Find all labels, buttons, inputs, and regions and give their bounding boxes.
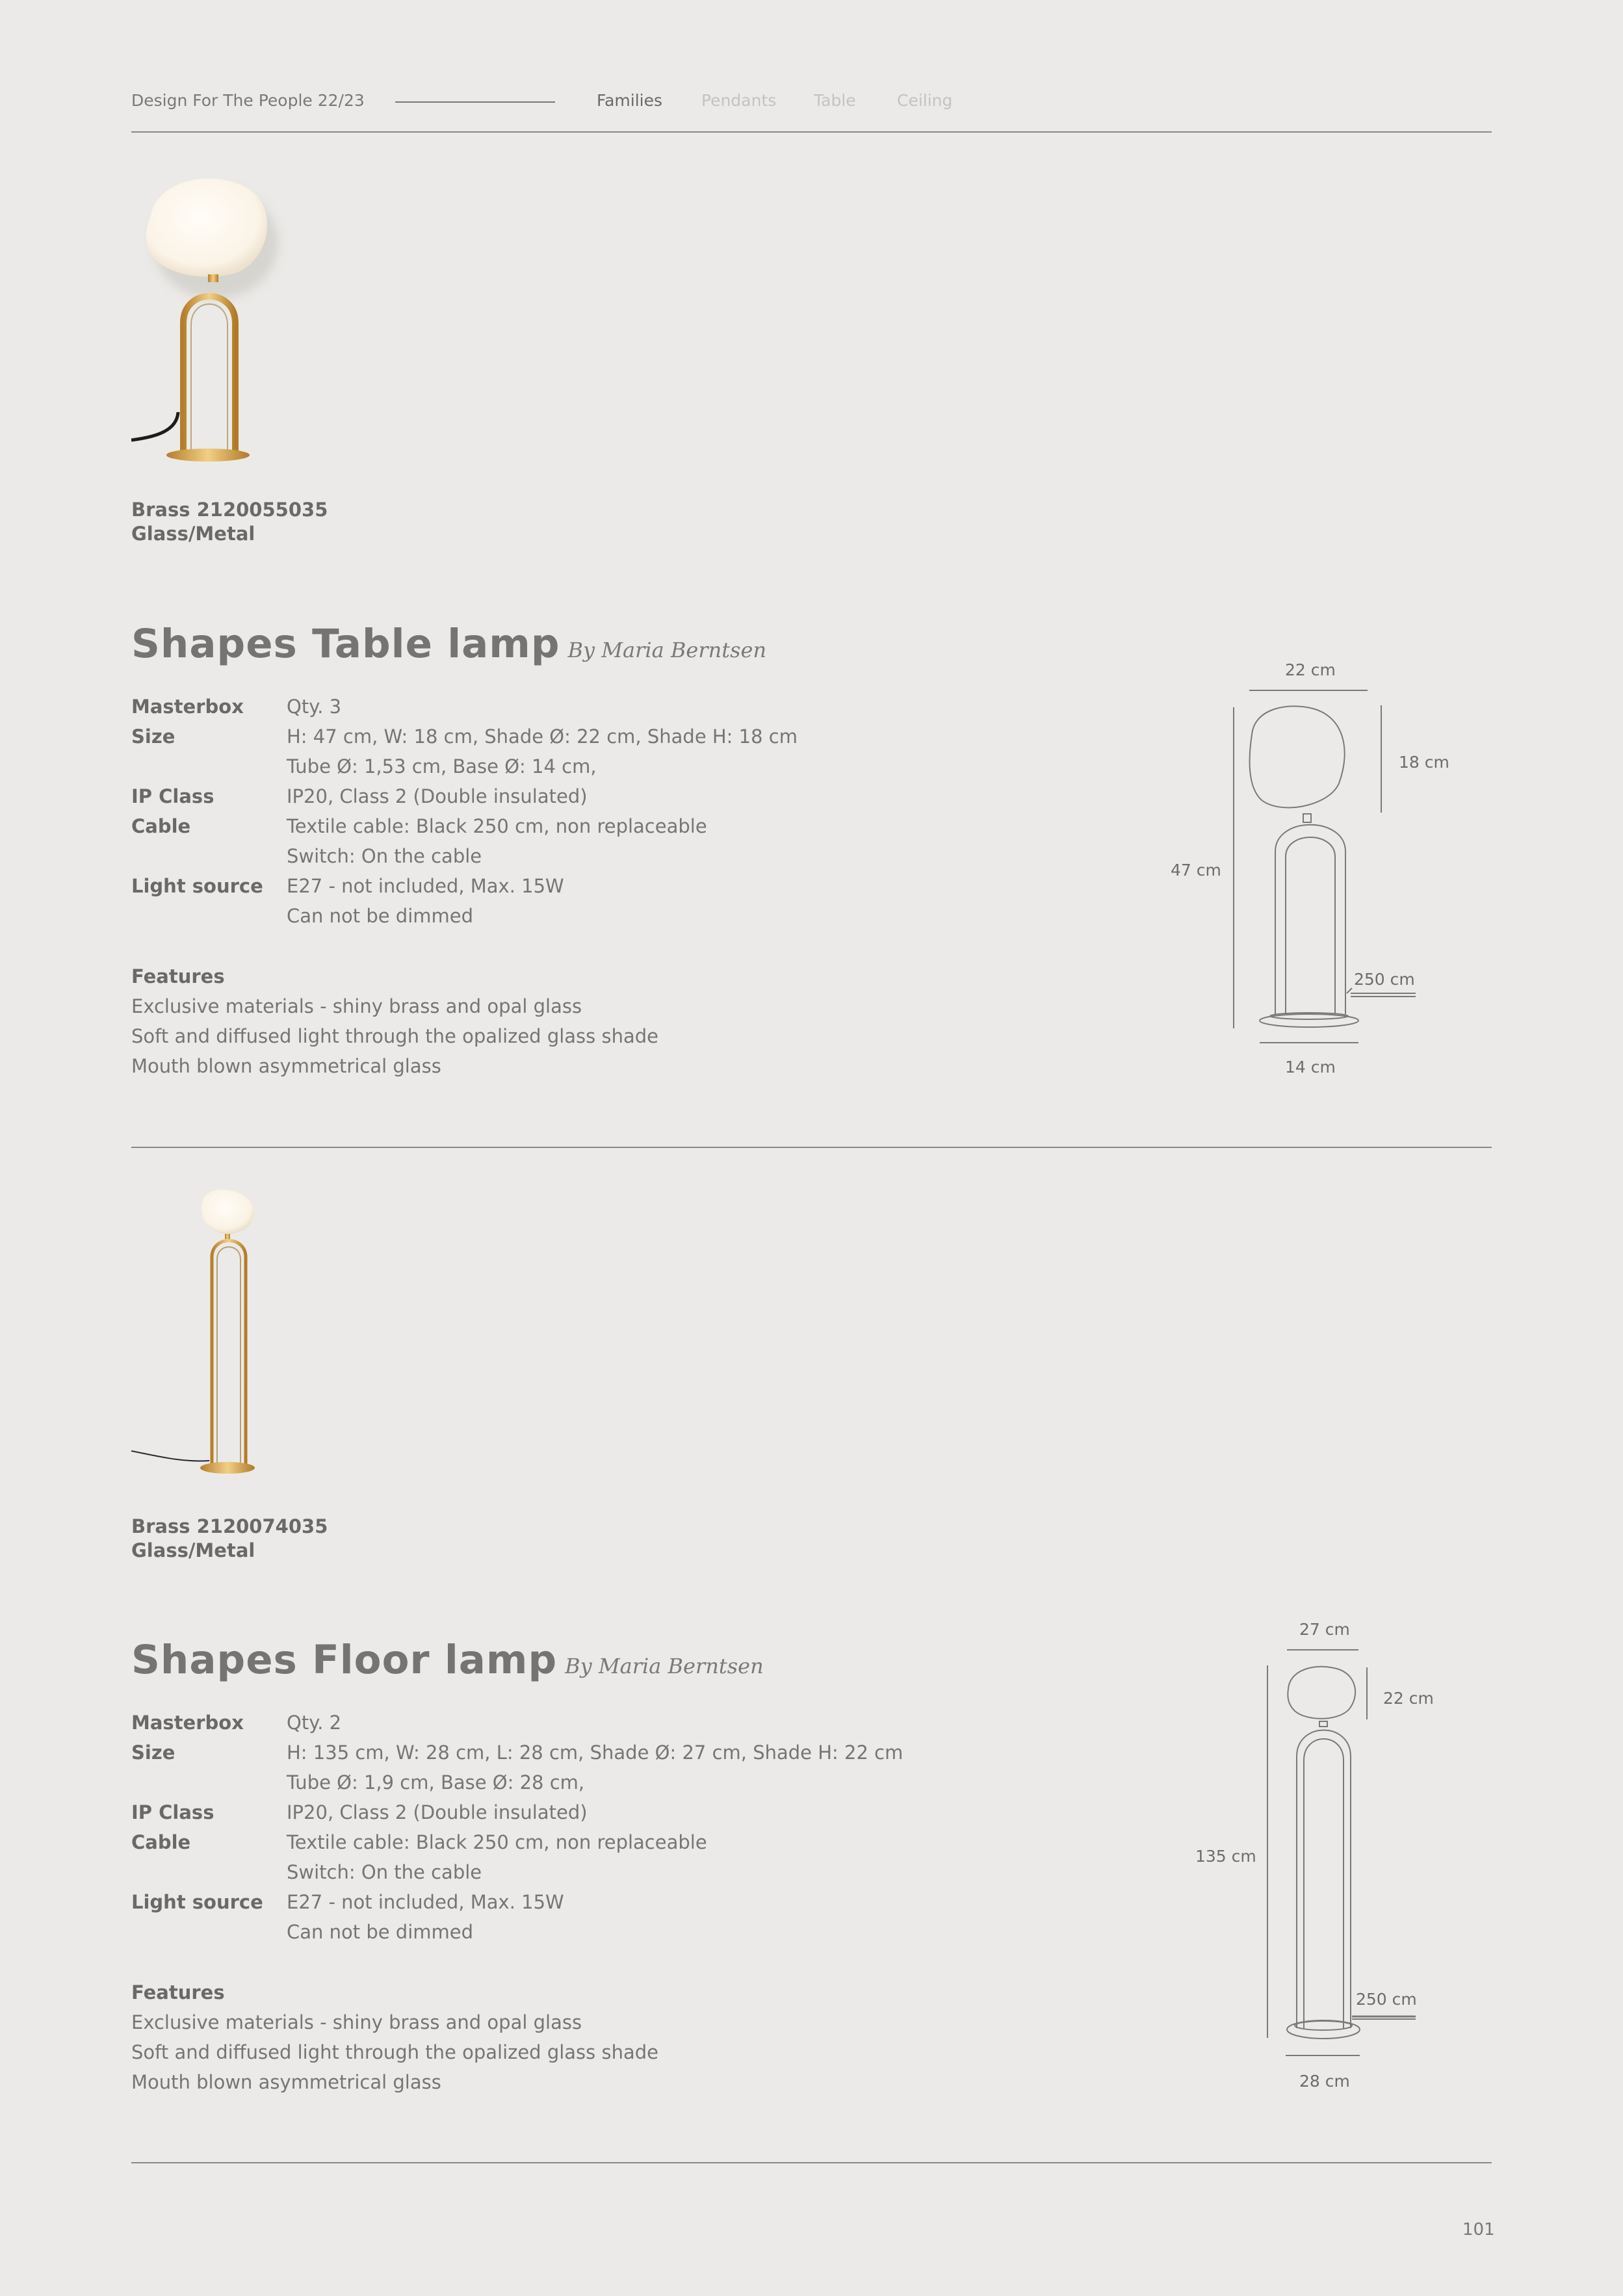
dim-base-diameter: 28 cm	[1299, 2072, 1350, 2091]
spec-row: Light source E27 - not included, Max. 15W	[131, 1891, 564, 1913]
spec-row: Size H: 135 cm, W: 28 cm, L: 28 cm, Shade Ø: 27 cm, Shade H: 22 cm	[131, 1742, 903, 1764]
floor-lamp-photo	[131, 1184, 287, 1477]
spec-row: Masterbox Qty. 2	[131, 1712, 342, 1734]
feature-item: Mouth blown asymmetrical glass	[131, 1055, 441, 1077]
product-title	[131, 1637, 764, 1683]
product-title	[131, 621, 766, 667]
features-list	[131, 961, 658, 1081]
nav-families[interactable]: Families	[597, 91, 663, 110]
header-rule	[131, 131, 1492, 133]
designer-name: By Maria Berntsen	[567, 638, 767, 662]
page-number: 101	[1462, 2220, 1495, 2239]
spec-row: Switch: On the cable	[287, 1861, 482, 1883]
dim-shade-diameter: 22 cm	[1285, 660, 1336, 679]
product-name: Shapes Table lamp	[131, 621, 560, 667]
features-list	[131, 1977, 658, 2097]
feature-item: Soft and diffused light through the opalized glass shade	[131, 1025, 658, 1047]
dim-shade-height: 18 cm	[1399, 753, 1449, 772]
dim-shade-diameter: 27 cm	[1299, 1620, 1350, 1639]
product-caption	[131, 1515, 328, 1563]
spec-row: IP Class IP20, Class 2 (Double insulated)	[131, 785, 588, 807]
feature-item: Mouth blown asymmetrical glass	[131, 2071, 441, 2093]
dim-total-height: 135 cm	[1195, 1847, 1256, 1866]
footer-rule	[131, 2162, 1492, 2163]
spec-row: Size H: 47 cm, W: 18 cm, Shade Ø: 22 cm, Shade H: 18 cm	[131, 725, 798, 748]
dim-total-height: 47 cm	[1171, 861, 1221, 880]
section-rule	[131, 1147, 1492, 1148]
feature-item: Exclusive materials - shiny brass and opal glass	[131, 2011, 582, 2033]
spec-row: Cable Textile cable: Black 250 cm, non replaceable	[131, 1831, 707, 1853]
product-sku: Brass 2120074035	[131, 1515, 328, 1537]
spec-row: Tube Ø: 1,53 cm, Base Ø: 14 cm,	[287, 755, 597, 777]
spec-row: Can not be dimmed	[287, 1921, 474, 1943]
spec-row: Cable Textile cable: Black 250 cm, non replaceable	[131, 815, 707, 837]
product-material: Glass/Metal	[131, 523, 255, 545]
dim-cable-length: 250 cm	[1354, 970, 1415, 989]
spec-row: Tube Ø: 1,9 cm, Base Ø: 28 cm,	[287, 1771, 585, 1794]
spec-row: Can not be dimmed	[287, 905, 474, 927]
product-material: Glass/Metal	[131, 1539, 255, 1561]
table-lamp-photo	[131, 170, 300, 469]
spec-row: Masterbox Qty. 3	[131, 696, 342, 718]
header-divider	[395, 101, 555, 103]
features-title: Features	[131, 1981, 225, 2003]
features-title: Features	[131, 965, 225, 987]
designer-name: By Maria Berntsen	[565, 1654, 764, 1678]
feature-item: Exclusive materials - shiny brass and opal glass	[131, 995, 582, 1017]
nav-pendants[interactable]: Pendants	[701, 91, 777, 110]
dim-shade-height: 22 cm	[1383, 1689, 1434, 1708]
nav-table[interactable]: Table	[814, 91, 856, 110]
spec-table	[131, 692, 798, 931]
dim-base-diameter: 14 cm	[1285, 1058, 1336, 1076]
dim-cable-length: 250 cm	[1356, 1990, 1417, 2009]
spec-row: Switch: On the cable	[287, 845, 482, 867]
feature-item: Soft and diffused light through the opalized glass shade	[131, 2041, 658, 2063]
spec-table	[131, 1708, 903, 1947]
spec-row: IP Class IP20, Class 2 (Double insulated)	[131, 1801, 588, 1823]
nav-ceiling[interactable]: Ceiling	[897, 91, 953, 110]
product-name: Shapes Floor lamp	[131, 1637, 558, 1683]
product-caption	[131, 498, 328, 546]
spec-row: Light source E27 - not included, Max. 15W	[131, 875, 564, 897]
product-sku: Brass 2120055035	[131, 499, 328, 521]
catalog-title: Design For The People 22/23	[131, 91, 365, 110]
